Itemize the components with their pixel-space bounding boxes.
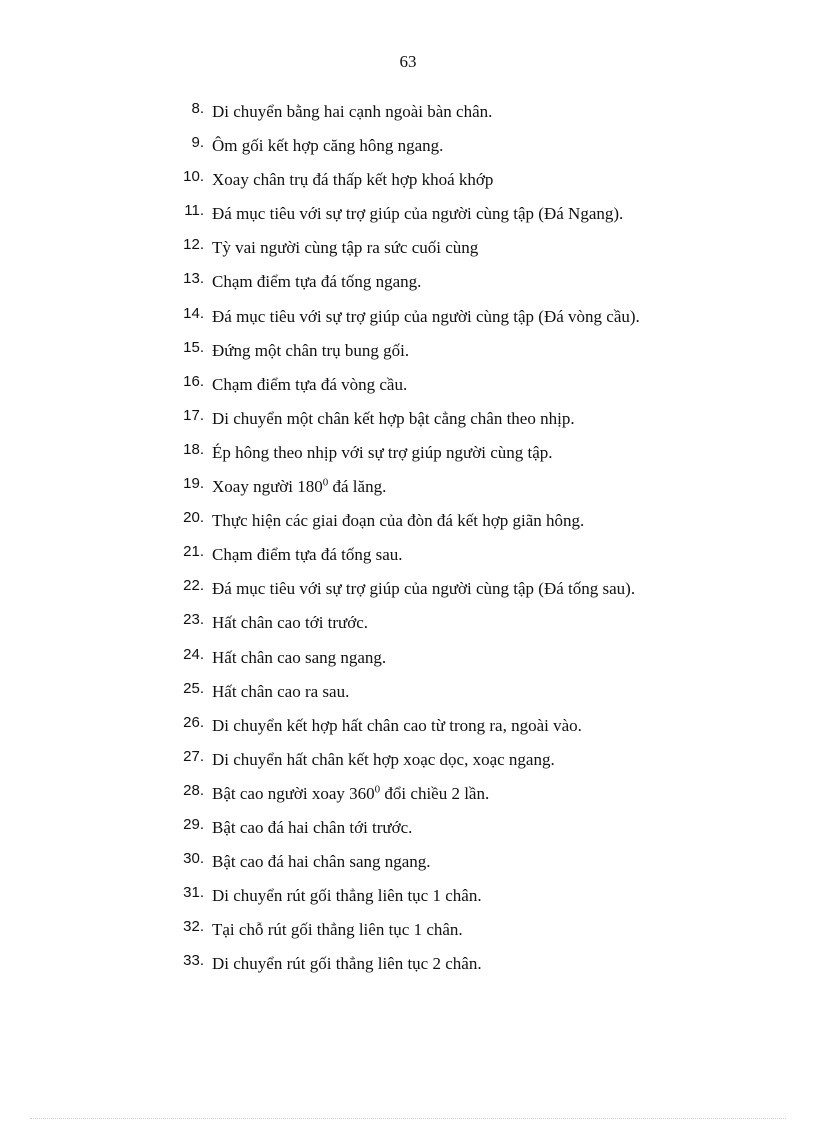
list-item-text-main: Đứng một chân trụ bung gối. <box>212 340 410 360</box>
list-item <box>0 577 816 611</box>
list-item-number: 14. <box>183 304 204 322</box>
list-item-text-main: Thực hiện các giai đoạn của đòn đá kết hợp giãn hông. <box>212 511 585 531</box>
list-item-text-main: Di chuyển bằng hai cạnh ngoài bàn chân. <box>212 102 493 121</box>
list-item <box>0 850 816 884</box>
list-item-text <box>212 204 623 224</box>
list-item-number: 17. <box>183 406 204 424</box>
list-item-text-main: Di chuyển một chân kết hợp bật cẳng chân theo nhịp. <box>212 408 575 428</box>
list-item-number: 23. <box>183 611 204 629</box>
list-item-number: 9. <box>191 134 204 152</box>
list-item-number: 31. <box>183 884 204 902</box>
list-item <box>0 407 816 441</box>
list-item-number: 27. <box>183 747 204 765</box>
list-item <box>0 646 816 680</box>
list-item-number: 22. <box>183 577 204 595</box>
list-item-text <box>212 852 431 872</box>
list-item-text <box>212 375 407 395</box>
list-item-text <box>212 341 409 361</box>
list-item-text <box>212 750 555 770</box>
list-item-text <box>212 818 412 838</box>
list-item-text <box>212 477 386 497</box>
list-item <box>0 714 816 748</box>
list-item-text <box>212 272 421 292</box>
list-item-text <box>212 613 368 633</box>
list-item <box>0 202 816 236</box>
list-item-text-main: Di chuyển kết hợp hất chân cao từ trong ra, ngoài vào. <box>212 715 582 735</box>
list-item <box>0 884 816 918</box>
list-item <box>0 816 816 850</box>
list-item-number: 12. <box>183 236 204 254</box>
list-item-number: 29. <box>183 815 204 833</box>
list-item-text <box>212 102 492 122</box>
list-item-number: 24. <box>183 645 204 663</box>
list-item-number: 20. <box>183 509 204 527</box>
list-item-text-main: Bật cao đá hai chân sang ngang. <box>212 852 431 872</box>
list-item-text-main: Tỳ vai người cùng tập ra sức cuối cùng <box>212 238 479 258</box>
list-item <box>0 305 816 339</box>
list-item <box>0 952 816 986</box>
list-item <box>0 134 816 168</box>
list-item-text <box>212 307 640 327</box>
list-item-text-tail: đổi chiều 2 lần. <box>380 783 490 803</box>
list-item-text <box>212 784 489 804</box>
list-item <box>0 270 816 304</box>
list-item-number: 26. <box>183 713 204 731</box>
list-item-text-main: Chạm điểm tựa đá tống ngang. <box>212 272 422 292</box>
list-item-text <box>212 579 635 599</box>
list-item-text <box>212 954 482 974</box>
list-item-text <box>212 409 575 429</box>
list-item <box>0 543 816 577</box>
list-item-text-main: Di chuyển hất chân kết hợp xoạc dọc, xoạc ngang. <box>212 749 555 769</box>
list-item-text-main: Di chuyển rút gối thẳng liên tục 1 chân. <box>212 886 482 906</box>
list-item-number: 25. <box>183 679 204 697</box>
list-item-number: 28. <box>183 781 204 799</box>
list-item <box>0 782 816 816</box>
list-item <box>0 509 816 543</box>
list-item-number: 32. <box>183 918 204 936</box>
list-item-text-tail: đá lăng. <box>328 477 387 497</box>
list-item-number: 21. <box>183 543 204 561</box>
list-item-number: 30. <box>183 850 204 868</box>
page-number: 63 <box>399 52 417 71</box>
list-item <box>0 680 816 714</box>
list-item <box>0 339 816 373</box>
list-item-number: 18. <box>183 440 204 458</box>
list-item-text-main: Tại chỗ rút gối thẳng liên tục 1 chân. <box>212 920 463 940</box>
list-item <box>0 918 816 952</box>
list-item-text-main: Ôm gối kết hợp căng hông ngang. <box>212 136 444 156</box>
list-item <box>0 373 816 407</box>
list-item-text <box>212 716 582 736</box>
list-item-text-main: Bật cao người xoay 360 <box>212 783 375 803</box>
list-item-text <box>212 648 386 668</box>
list-item-text <box>212 136 443 156</box>
list-item-number: 13. <box>183 270 204 288</box>
list-item-text <box>212 920 463 940</box>
list-item-text-main: Di chuyển rút gối thẳng liên tục 2 chân. <box>212 954 482 974</box>
list-item <box>0 100 816 134</box>
list-item-text-main: Đá mục tiêu với sự trợ giúp của người cùng tập (Đá tống sau). <box>212 579 636 599</box>
list-item <box>0 168 816 202</box>
list-item <box>0 236 816 270</box>
list-item-text-main: Chạm điểm tựa đá tống sau. <box>212 545 403 565</box>
list-item-text-main: Đá mục tiêu với sự trợ giúp của người cùng tập (Đá vòng cầu). <box>212 306 640 326</box>
list-item-text-main: Đá mục tiêu với sự trợ giúp của người cùng tập (Đá Ngang). <box>212 204 624 224</box>
list-item-text-main: Hất chân cao tới trước. <box>212 613 369 633</box>
list-item <box>0 441 816 475</box>
list-item-text <box>212 545 403 565</box>
exercise-list <box>0 100 816 986</box>
list-item <box>0 611 816 645</box>
list-item-number: 16. <box>183 372 204 390</box>
list-item-text <box>212 238 478 258</box>
list-item-text <box>212 443 553 463</box>
list-item-text <box>212 886 482 906</box>
list-item-text-main: Xoay chân trụ đá thấp kết hợp khoá khớp <box>212 170 494 190</box>
degree-superscript: 0 <box>322 476 329 489</box>
list-item <box>0 748 816 782</box>
list-item-text <box>212 511 584 531</box>
list-item <box>0 475 816 509</box>
list-item-text-main: Chạm điểm tựa đá vòng cầu. <box>212 374 408 394</box>
list-item-text-main: Ép hông theo nhịp với sự trợ giúp người cùng tập. <box>212 442 553 462</box>
list-item-text-main: Bật cao đá hai chân tới trước. <box>212 817 413 837</box>
list-item-text-main: Hất chân cao sang ngang. <box>212 647 387 667</box>
list-item-number: 11. <box>184 202 204 220</box>
list-item-number: 15. <box>183 338 204 356</box>
list-item-number: 10. <box>183 168 204 186</box>
list-item-text <box>212 170 493 190</box>
list-item-number: 33. <box>183 952 204 970</box>
bottom-rule <box>30 1118 786 1119</box>
list-item-number: 19. <box>183 475 204 493</box>
list-item-text-main: Hất chân cao ra sau. <box>212 681 350 701</box>
degree-superscript: 0 <box>374 783 381 796</box>
list-item-text-main: Xoay người 180 <box>212 477 323 497</box>
list-item-number: 8. <box>191 100 204 117</box>
list-item-text <box>212 682 349 702</box>
